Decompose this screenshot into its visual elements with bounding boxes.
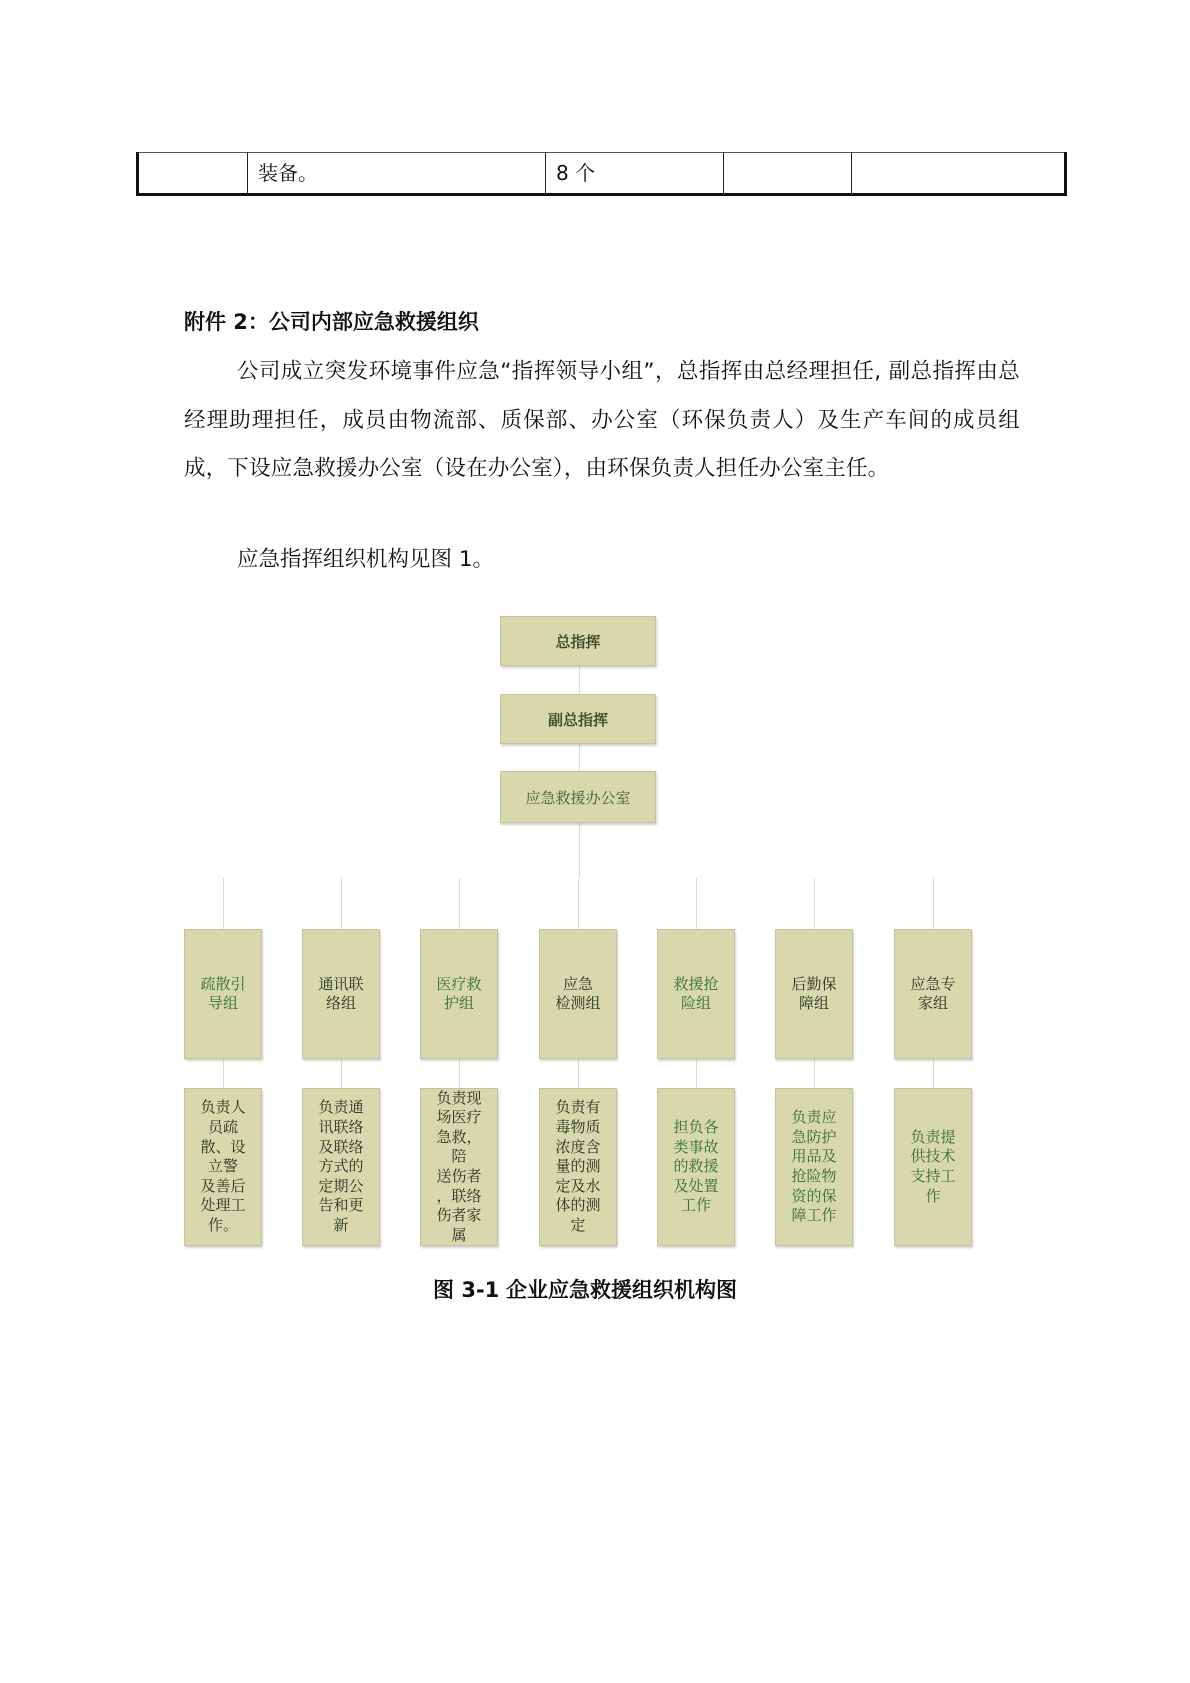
connector-line	[933, 1058, 934, 1088]
duty-text: 负责应 急防护 用品及 抢险物 资的保 障工作	[791, 1108, 837, 1225]
table-cell	[724, 153, 852, 195]
connector-line	[341, 878, 342, 930]
emergency-office-label: 应急救援办公室	[525, 788, 631, 807]
connector-line	[579, 666, 580, 694]
table-cell: 装备。	[248, 153, 546, 195]
duty-box-evacuation	[184, 1088, 262, 1246]
group-label: 医疗救 护组	[436, 975, 482, 1012]
figure-caption	[0, 1274, 1170, 1304]
group-box-communication	[302, 929, 380, 1059]
duty-text: 负责现 场医疗 急救， 陪 送伤者 ，联络 伤者家 属	[436, 1088, 482, 1244]
connector-line	[578, 878, 579, 930]
connector-line	[459, 878, 460, 930]
group-label: 后勤保 障组	[791, 975, 837, 1012]
group-box-logistics	[775, 929, 853, 1059]
group-label: 救援抢 险组	[673, 975, 719, 1012]
body-paragraph: 公司成立突发环境事件应急“指挥领导小组”，总指挥由总经理担任, 副总指挥由总经理助理担任，成员由物流部、质保部、办公室（环保负责人）及生产车间的成员组成，下设应急救援办公室（设在办公室），由环保负责人担任办公室主任。	[184, 359, 1020, 481]
group-label: 应急专 家组	[910, 975, 956, 1012]
duty-text: 担负各 类事故 的救援 及处置 工作	[673, 1118, 719, 1215]
deputy-commander-box	[500, 694, 656, 744]
connector-line	[696, 1058, 697, 1088]
connector-line	[578, 1058, 579, 1088]
group-label: 疏散引 导组	[200, 975, 246, 1012]
duty-box-medical	[420, 1088, 498, 1246]
emergency-office-box	[500, 771, 656, 823]
figure-title: 企业应急救援组织机构图	[505, 1278, 737, 1302]
duty-box-rescue	[657, 1088, 735, 1246]
duty-text: 负责提 供技术 支持工 作	[910, 1127, 956, 1205]
appendix-heading: 附件 2：公司内部应急救援组织	[184, 310, 479, 334]
table-cell: 8 个	[546, 153, 724, 195]
table-cell	[852, 153, 1066, 195]
connector-line	[459, 1058, 460, 1088]
group-box-medical	[420, 929, 498, 1059]
connector-line	[696, 878, 697, 930]
connector-line	[223, 878, 224, 930]
group-box-rescue	[657, 929, 735, 1059]
connector-line	[814, 878, 815, 930]
group-label: 通讯联 络组	[318, 975, 364, 1012]
duty-text: 负责有 毒物质 浓度含 量的测 定及水 体的测 定	[555, 1098, 601, 1234]
connector-line	[579, 823, 580, 878]
connector-line	[933, 878, 934, 930]
group-box-experts	[894, 929, 972, 1059]
group-label: 应急 检测组	[555, 975, 601, 1012]
connector-line	[223, 1058, 224, 1088]
connector-line	[341, 1058, 342, 1088]
figure-number: 图 3-1	[433, 1278, 500, 1302]
equipment-table-fragment	[136, 152, 1067, 196]
duty-box-monitoring	[539, 1088, 617, 1246]
group-box-monitoring	[539, 929, 617, 1059]
connector-line	[579, 744, 580, 771]
table-cell	[138, 153, 248, 195]
commander-box	[500, 616, 656, 666]
duty-box-communication	[302, 1088, 380, 1246]
table-row	[138, 153, 1066, 195]
connector-line	[814, 1058, 815, 1088]
group-box-evacuation	[184, 929, 262, 1059]
duty-text: 负责人 员疏 散、设 立警 及善后 处理工 作。	[200, 1098, 246, 1234]
commander-label: 总指挥	[555, 632, 601, 651]
deputy-commander-label: 副总指挥	[547, 710, 608, 729]
body-paragraph-reference: 应急指挥组织机构见图 1。	[237, 547, 495, 572]
duty-box-experts	[894, 1088, 972, 1246]
duty-text: 负责通 讯联络 及联络 方式的 定期公 告和更 新	[318, 1098, 364, 1234]
duty-box-logistics	[775, 1088, 853, 1246]
